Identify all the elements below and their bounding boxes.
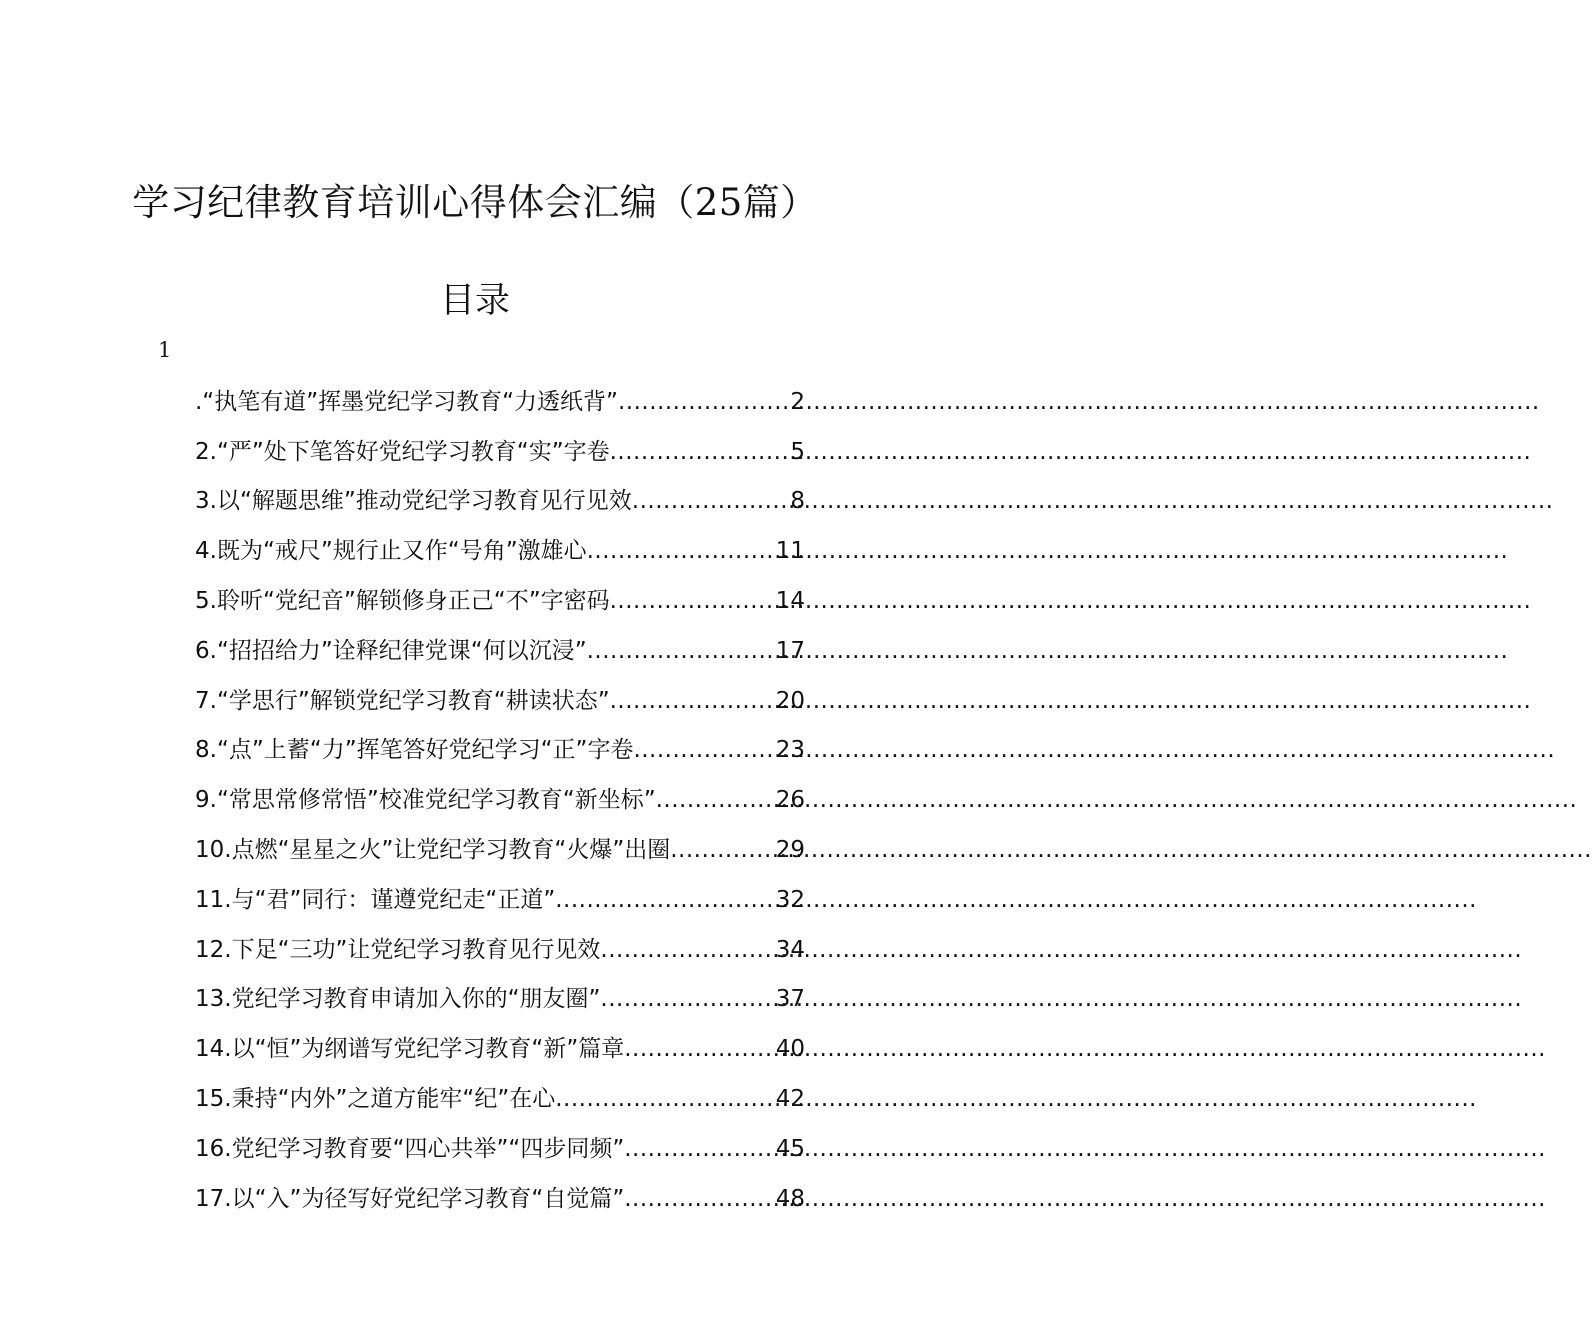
toc-page-number: 48 [775,1185,805,1212]
toc-entry-title: 6.“招招给力”诠释纪律党课“何以沉浸” [195,637,587,664]
toc-entry-title: 14.以“恒”为纲谱写党纪学习教育“新”篇章 [195,1036,625,1063]
toc-entry-title: 10.点燃“星星之火”让党纪学习教育“火爆”出圈 [195,837,671,864]
toc-dot-leader [587,636,776,666]
toc-entry[interactable] [195,775,805,825]
toc-entry[interactable] [195,875,805,925]
toc-dot-leader [624,1034,775,1064]
toc-page-number: 17 [775,637,805,664]
toc-entry[interactable] [195,626,805,676]
toc-dot-leader [670,835,775,865]
toc-entry-title: 3.以“解题思维”推动党纪学习教育见行见效 [195,488,632,515]
document-title [0,178,950,228]
toc-dot-leader [610,586,776,616]
toc-dot-leader [555,885,775,915]
title-suffix: 篇） [742,181,818,224]
toc-entry-title: 7.“学思行”解锁党纪学习教育“耕读状态” [195,687,610,714]
toc-page-number: 20 [775,687,805,714]
toc-entry-title: 5.聆听“党纪音”解锁修身正己“不”字密码 [195,588,610,615]
toc-entry[interactable] [195,975,805,1025]
toc-entry[interactable] [195,1124,805,1174]
toc-entry-title: 11.与“君”同行：谨遵党纪走“正道” [195,886,556,913]
toc-entry[interactable] [195,526,805,576]
toc-entry-title: 16.党纪学习教育要“四心共举”“四步同频” [195,1135,625,1162]
toc-entry[interactable] [195,1024,805,1074]
toc-page-number: 45 [775,1135,805,1162]
toc-entry[interactable] [195,825,805,875]
toc-page-number: 11 [775,538,805,565]
toc-entry[interactable] [195,576,805,626]
toc-entry[interactable] [195,925,805,975]
toc-entry-title: 15.秉持“内外”之道方能牢“纪”在心 [195,1086,556,1113]
toc-entry-title: 9.“常思常修常悟”校准党纪学习教育“新坐标” [195,787,656,814]
toc-entry-title: 17.以“入”为径写好党纪学习教育“自觉篇” [195,1185,625,1212]
toc-dot-leader [610,437,791,467]
toc-page-number: 32 [775,886,805,913]
toc-page-number: 14 [775,588,805,615]
toc-entry[interactable] [195,1074,805,1124]
title-prefix: 学习纪律教育培训心得体会汇编（ [132,181,695,224]
toc-dot-leader [624,1134,775,1164]
toc-page-number: 34 [775,936,805,963]
toc-entry[interactable] [195,676,805,726]
toc-page-number: 26 [775,787,805,814]
toc-page-number: 37 [775,986,805,1013]
toc-entry-title: 12.下足“三功”让党纪学习教育见行见效 [195,936,601,963]
toc-dot-leader [624,1184,775,1214]
toc-page-number: 2 [790,388,805,415]
toc-entry[interactable] [195,477,805,527]
toc-heading: 目录 [439,281,510,321]
toc-dot-leader [610,686,776,716]
toc-page-number: 42 [775,1086,805,1113]
toc-dot-leader [600,984,775,1014]
page-number-marker: 1 [158,338,172,362]
toc-dot-leader [587,536,776,566]
toc-dot-leader [632,486,791,516]
toc-dot-leader [618,387,790,417]
toc-entry-title: 13.党纪学习教育申请加入你的“朋友圈” [195,986,601,1013]
title-count: 25 [694,181,743,224]
toc-dot-leader [600,935,775,965]
toc-dot-leader [633,735,775,765]
toc-page-number: 5 [790,438,805,465]
toc-entry-title: .“执笔有道”挥墨党纪学习教育“力透纸背” [195,388,618,415]
toc-dot-leader [656,785,776,815]
toc-entry[interactable] [195,427,805,477]
toc-page-number: 8 [790,488,805,515]
toc-entry[interactable] [195,726,805,776]
toc-dot-leader [555,1084,775,1114]
toc-entry-title: 8.“点”上蓄“力”挥笔答好党纪学习“正”字卷 [195,737,634,764]
toc-page-number: 40 [775,1036,805,1063]
toc-entry[interactable] [195,1174,805,1224]
toc-page-number: 23 [775,737,805,764]
toc-entry-title: 2.“严”处下笔答好党纪学习教育“实”字卷 [195,438,610,465]
table-of-contents [195,377,805,1224]
toc-entry[interactable] [195,377,805,427]
toc-entry-title: 4.既为“戒尺”规行止又作“号角”激雄心 [195,538,587,565]
toc-page-number: 29 [775,837,805,864]
